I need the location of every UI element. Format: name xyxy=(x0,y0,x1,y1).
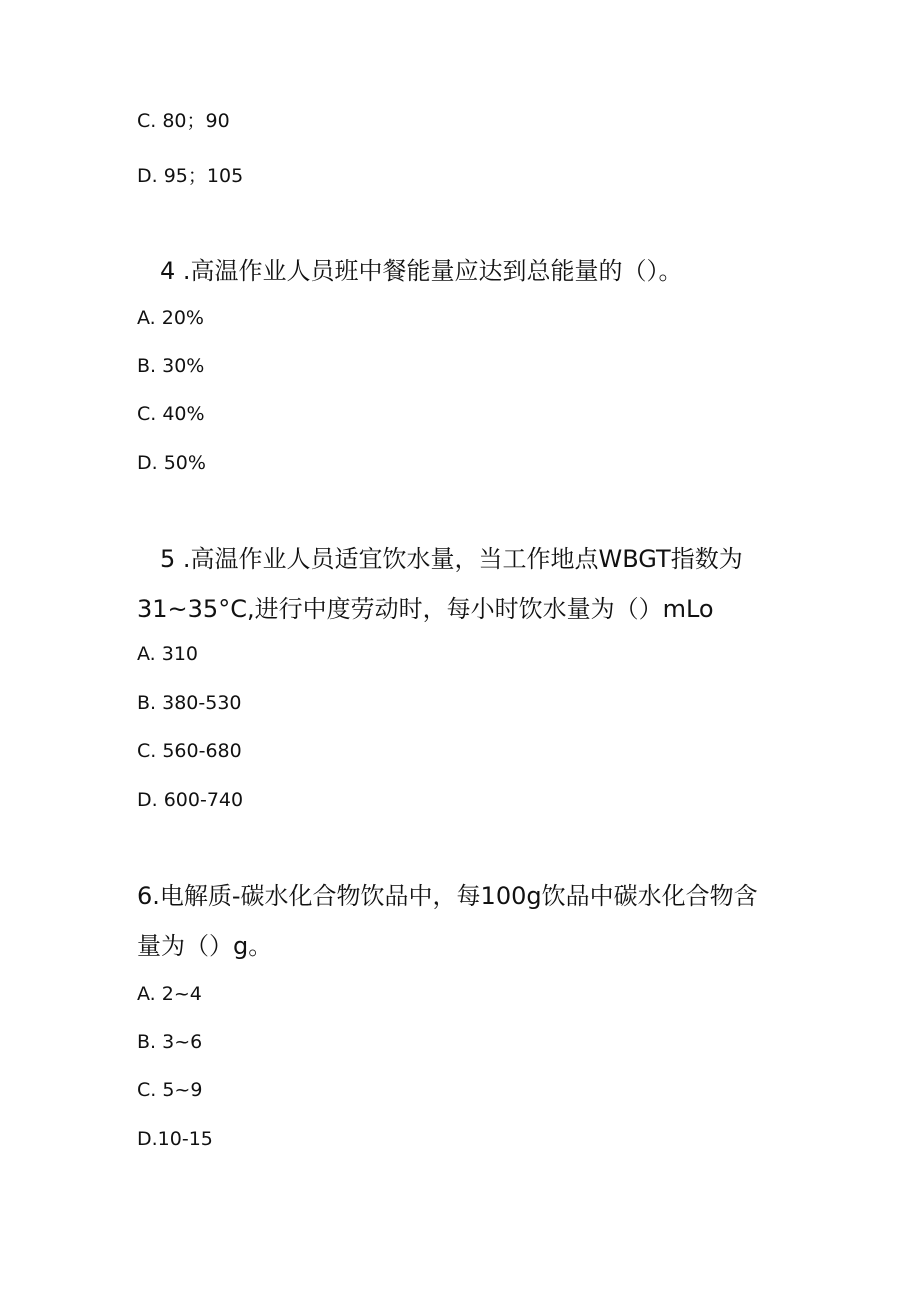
q4-option-b: B. 30% xyxy=(137,355,205,377)
q5-option-a: A. 310 xyxy=(137,643,199,665)
q6-option-a: A. 2~4 xyxy=(137,983,202,1005)
q5-stem-line1: 5 .高温作业人员适宜饮水量，当工作地点WBGT指数为 xyxy=(160,545,743,573)
q5-stem-line2: 31~35°C,进行中度劳动时，每小时饮水量为（）mLo xyxy=(137,595,714,623)
q3-option-d: D. 95；105 xyxy=(137,165,244,187)
q4-option-c: C. 40% xyxy=(137,403,205,425)
q4-stem: 4 .高温作业人员班中餐能量应达到总能量的（）。 xyxy=(160,257,683,285)
q5-option-b: B. 380-530 xyxy=(137,692,242,714)
q3-option-c: C. 80；90 xyxy=(137,110,230,132)
q5-option-c: C. 560-680 xyxy=(137,740,242,762)
q4-option-a: A. 20% xyxy=(137,307,204,329)
q6-stem-line1: 6.电解质-碳水化合物饮品中，每100g饮品中碳水化合物含 xyxy=(137,882,758,910)
q4-option-d: D. 50% xyxy=(137,452,206,474)
q6-stem-line2: 量为（）g。 xyxy=(137,932,273,960)
q6-option-c: C. 5~9 xyxy=(137,1079,203,1101)
q6-option-d: D.10-15 xyxy=(137,1128,213,1150)
q5-option-d: D. 600-740 xyxy=(137,789,244,811)
q6-option-b: B. 3~6 xyxy=(137,1031,203,1053)
